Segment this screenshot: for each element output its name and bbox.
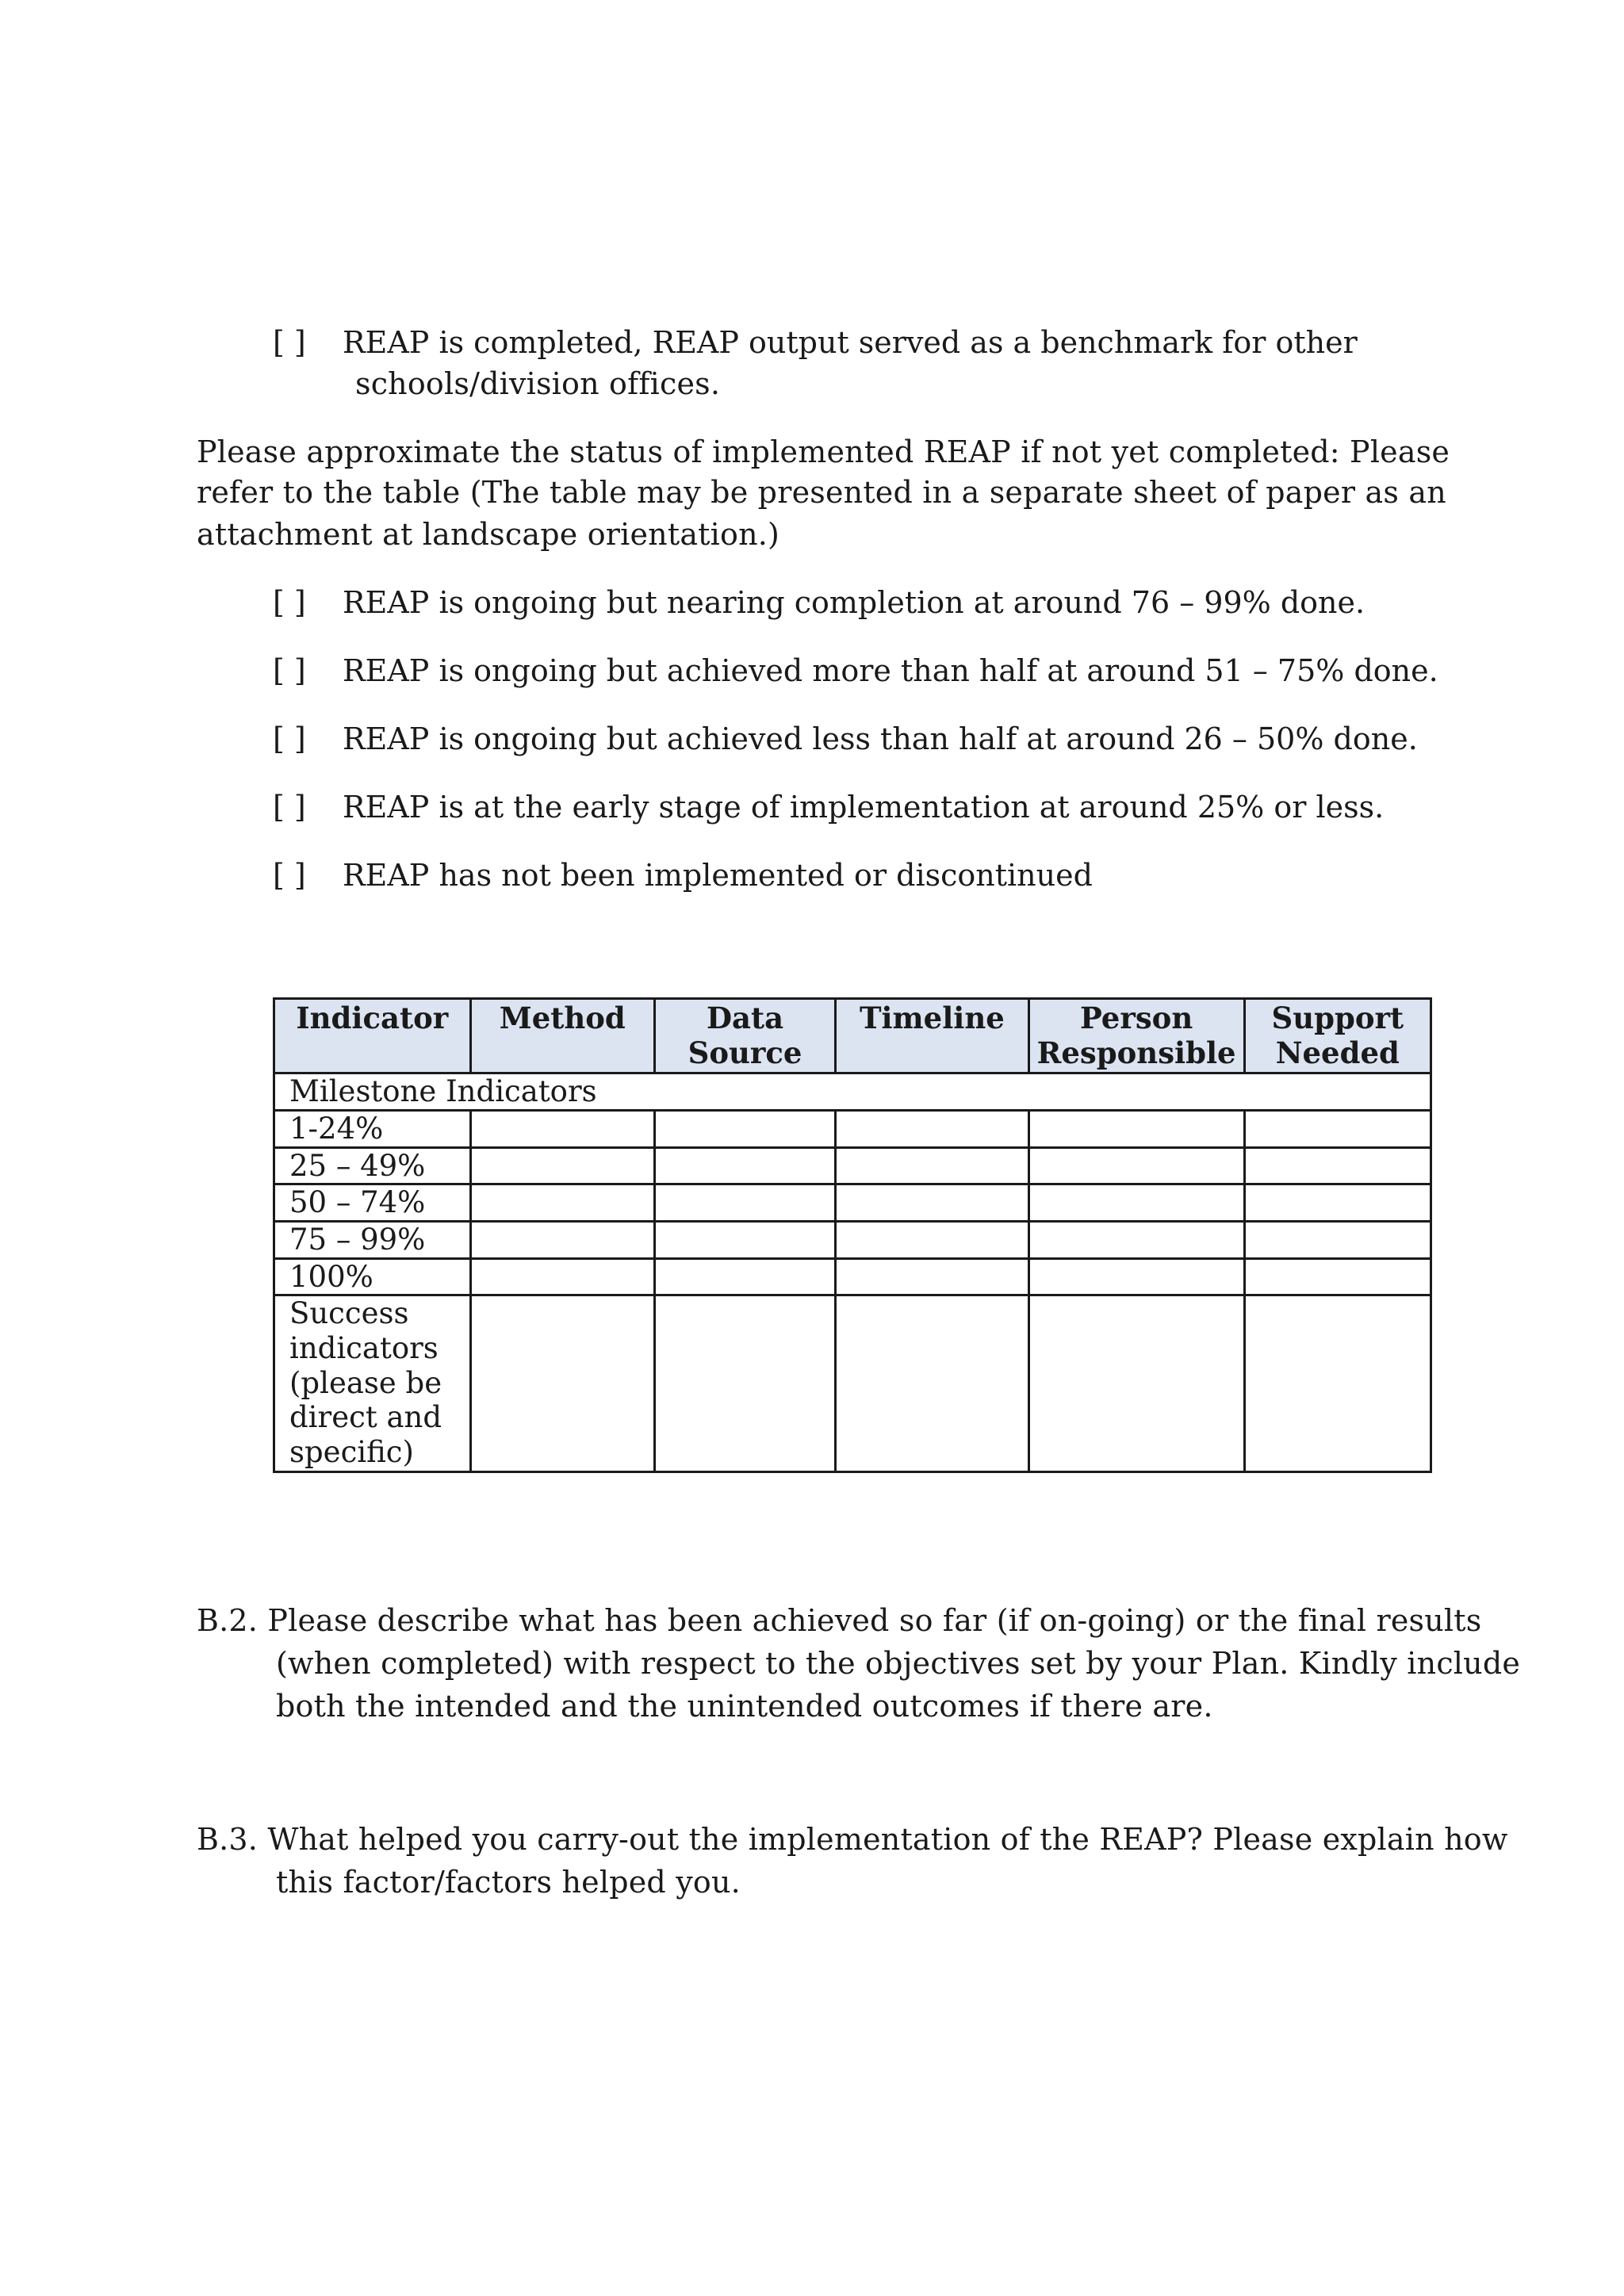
table-row <box>274 1147 1431 1184</box>
b2-line-3: both the intended and the unintended outcomes if there are. <box>276 1689 1213 1724</box>
cell[interactable] <box>654 1110 835 1147</box>
cell[interactable] <box>1244 1258 1431 1295</box>
cell[interactable] <box>1028 1184 1244 1222</box>
milestone-table <box>273 997 1432 1473</box>
cell[interactable] <box>836 1110 1028 1147</box>
cell[interactable] <box>654 1258 835 1295</box>
b3-line-1: What helped you carry-out the implementation of the REAP? Please explain how <box>267 1822 1508 1857</box>
status-option-not-implemented <box>273 856 1093 895</box>
header-method: Method <box>470 999 654 1073</box>
status-checkbox[interactable]: [ ] <box>273 721 306 756</box>
b3-question <box>197 1820 1508 1859</box>
row-label: 1-24% <box>274 1110 471 1147</box>
header-indicator: Indicator <box>274 999 471 1073</box>
table-row <box>274 1221 1431 1258</box>
status-checkbox[interactable]: [ ] <box>273 790 306 825</box>
table-row <box>274 1110 1431 1147</box>
cell[interactable] <box>654 1221 835 1258</box>
cell[interactable] <box>1244 1221 1431 1258</box>
status-option-label: REAP is ongoing but achieved less than half at around 26 – 50% done. <box>343 721 1418 756</box>
cell[interactable] <box>470 1184 654 1222</box>
table-header-row <box>274 999 1431 1073</box>
cell[interactable] <box>836 1295 1028 1472</box>
b2-line-1: Please describe what has been achieved so far (if on-going) or the final results <box>267 1603 1482 1638</box>
status-option-label: REAP is ongoing but achieved more than half at around 51 – 75% done. <box>343 653 1438 688</box>
cell[interactable] <box>1028 1110 1244 1147</box>
status-option-76-99 <box>273 584 1365 622</box>
cell[interactable] <box>1028 1258 1244 1295</box>
cell[interactable] <box>1028 1221 1244 1258</box>
b2-question <box>197 1601 1481 1640</box>
intro-line-1: Please approximate the status of implemented REAP if not yet completed: Please <box>197 434 1450 469</box>
b3-number: B.3. <box>197 1822 259 1857</box>
cell[interactable] <box>470 1295 654 1472</box>
cell[interactable] <box>470 1110 654 1147</box>
cell[interactable] <box>836 1258 1028 1295</box>
row-label: 100% <box>274 1258 471 1295</box>
cell[interactable] <box>836 1221 1028 1258</box>
completed-option-label-cont: schools/division offices. <box>355 366 721 401</box>
row-label: 50 – 74% <box>274 1184 471 1222</box>
intro-line-2: refer to the table (The table may be presented in a separate sheet of paper as an <box>197 475 1446 510</box>
success-indicators-label: Success indicators (please be direct and specific) <box>274 1295 471 1472</box>
status-option-25-less <box>273 788 1384 827</box>
table-row <box>274 1184 1431 1222</box>
row-label: 25 – 49% <box>274 1147 471 1184</box>
cell[interactable] <box>1244 1110 1431 1147</box>
intro-line-3: attachment at landscape orientation.) <box>197 517 780 552</box>
status-option-label: REAP is ongoing but nearing completion at around 76 – 99% done. <box>343 585 1365 620</box>
header-timeline: Timeline <box>836 999 1028 1073</box>
cell[interactable] <box>1028 1295 1244 1472</box>
cell[interactable] <box>470 1221 654 1258</box>
status-checkbox[interactable]: [ ] <box>273 653 306 688</box>
header-data-source: Data Source <box>654 999 835 1073</box>
table-row-success <box>274 1295 1431 1472</box>
section-label: Milestone Indicators <box>274 1073 1431 1111</box>
cell[interactable] <box>470 1258 654 1295</box>
b2-line-2: (when completed) with respect to the objectives set by your Plan. Kindly include <box>276 1646 1521 1681</box>
table-section-row <box>274 1073 1431 1111</box>
b2-number: B.2. <box>197 1603 259 1638</box>
row-label: 75 – 99% <box>274 1221 471 1258</box>
table-row <box>274 1258 1431 1295</box>
cell[interactable] <box>654 1184 835 1222</box>
completed-option <box>273 323 1358 362</box>
status-option-26-50 <box>273 720 1418 759</box>
header-person-responsible: Person Responsible <box>1028 999 1244 1073</box>
cell[interactable] <box>1028 1147 1244 1184</box>
cell[interactable] <box>836 1184 1028 1222</box>
header-support-needed: Support Needed <box>1244 999 1431 1073</box>
status-option-label: REAP has not been implemented or discontinued <box>343 858 1093 893</box>
cell[interactable] <box>1244 1147 1431 1184</box>
cell[interactable] <box>654 1147 835 1184</box>
cell[interactable] <box>654 1295 835 1472</box>
status-checkbox[interactable]: [ ] <box>273 858 306 893</box>
completed-checkbox[interactable]: [ ] <box>273 325 306 360</box>
cell[interactable] <box>836 1147 1028 1184</box>
status-option-51-75 <box>273 652 1438 691</box>
cell[interactable] <box>1244 1295 1431 1472</box>
cell[interactable] <box>470 1147 654 1184</box>
status-option-label: REAP is at the early stage of implementation at around 25% or less. <box>343 790 1385 825</box>
cell[interactable] <box>1244 1184 1431 1222</box>
status-checkbox[interactable]: [ ] <box>273 585 306 620</box>
completed-option-label: REAP is completed, REAP output served as a benchmark for other <box>343 325 1358 360</box>
b3-line-2: this factor/factors helped you. <box>276 1865 741 1900</box>
